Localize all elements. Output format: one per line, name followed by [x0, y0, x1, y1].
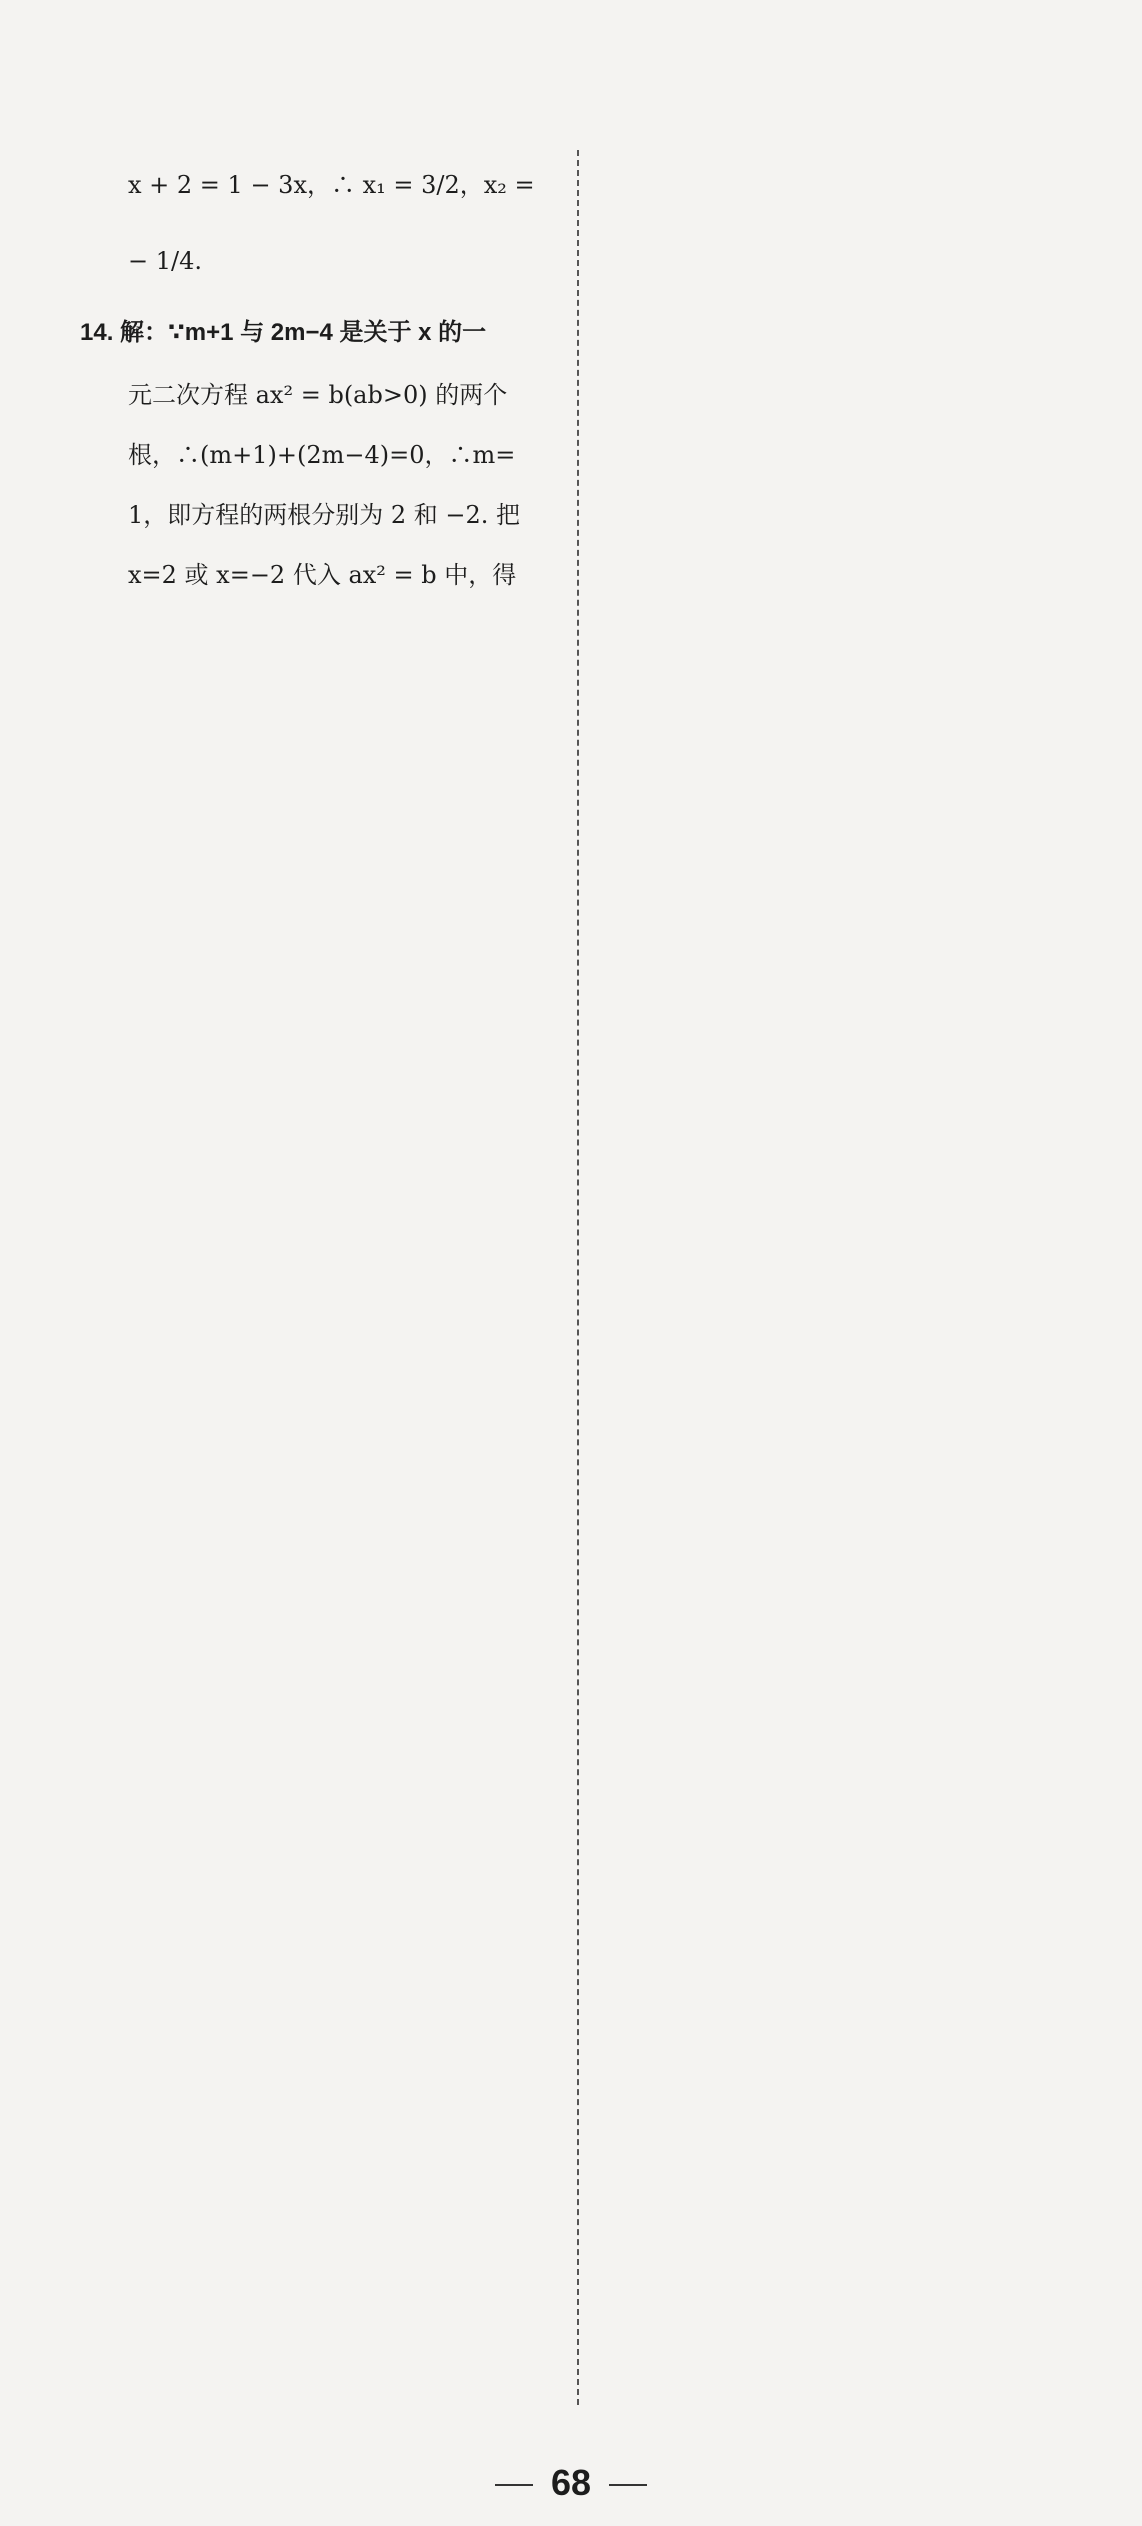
text-line: x=2 或 x=−2 代入 ax² = b 中，得: [128, 561, 517, 589]
text-line: x + 2 = 1 − 3x，∴ x₁ = 3/2，x₂ =: [128, 171, 535, 199]
page-number-dash-left: [495, 2484, 533, 2486]
page-number-dash-right: [609, 2484, 647, 2486]
text-line: 1，即方程的两根分别为 2 和 −2. 把: [128, 501, 521, 529]
column-divider: [577, 150, 579, 2405]
page-number: [0, 2462, 1142, 2504]
page-number-value: 68: [550, 2462, 592, 2503]
text-line: − 1/4.: [128, 247, 202, 275]
background-watermark: [401, 1017, 819, 1503]
text-line: 元二次方程 ax² = b(ab>0) 的两个: [128, 381, 508, 409]
text-line: 根，∴(m+1)+(2m−4)=0，∴m=: [128, 441, 516, 469]
answer-14: 14. 解：∵m+1 与 2m−4 是关于 x 的一: [80, 319, 487, 346]
